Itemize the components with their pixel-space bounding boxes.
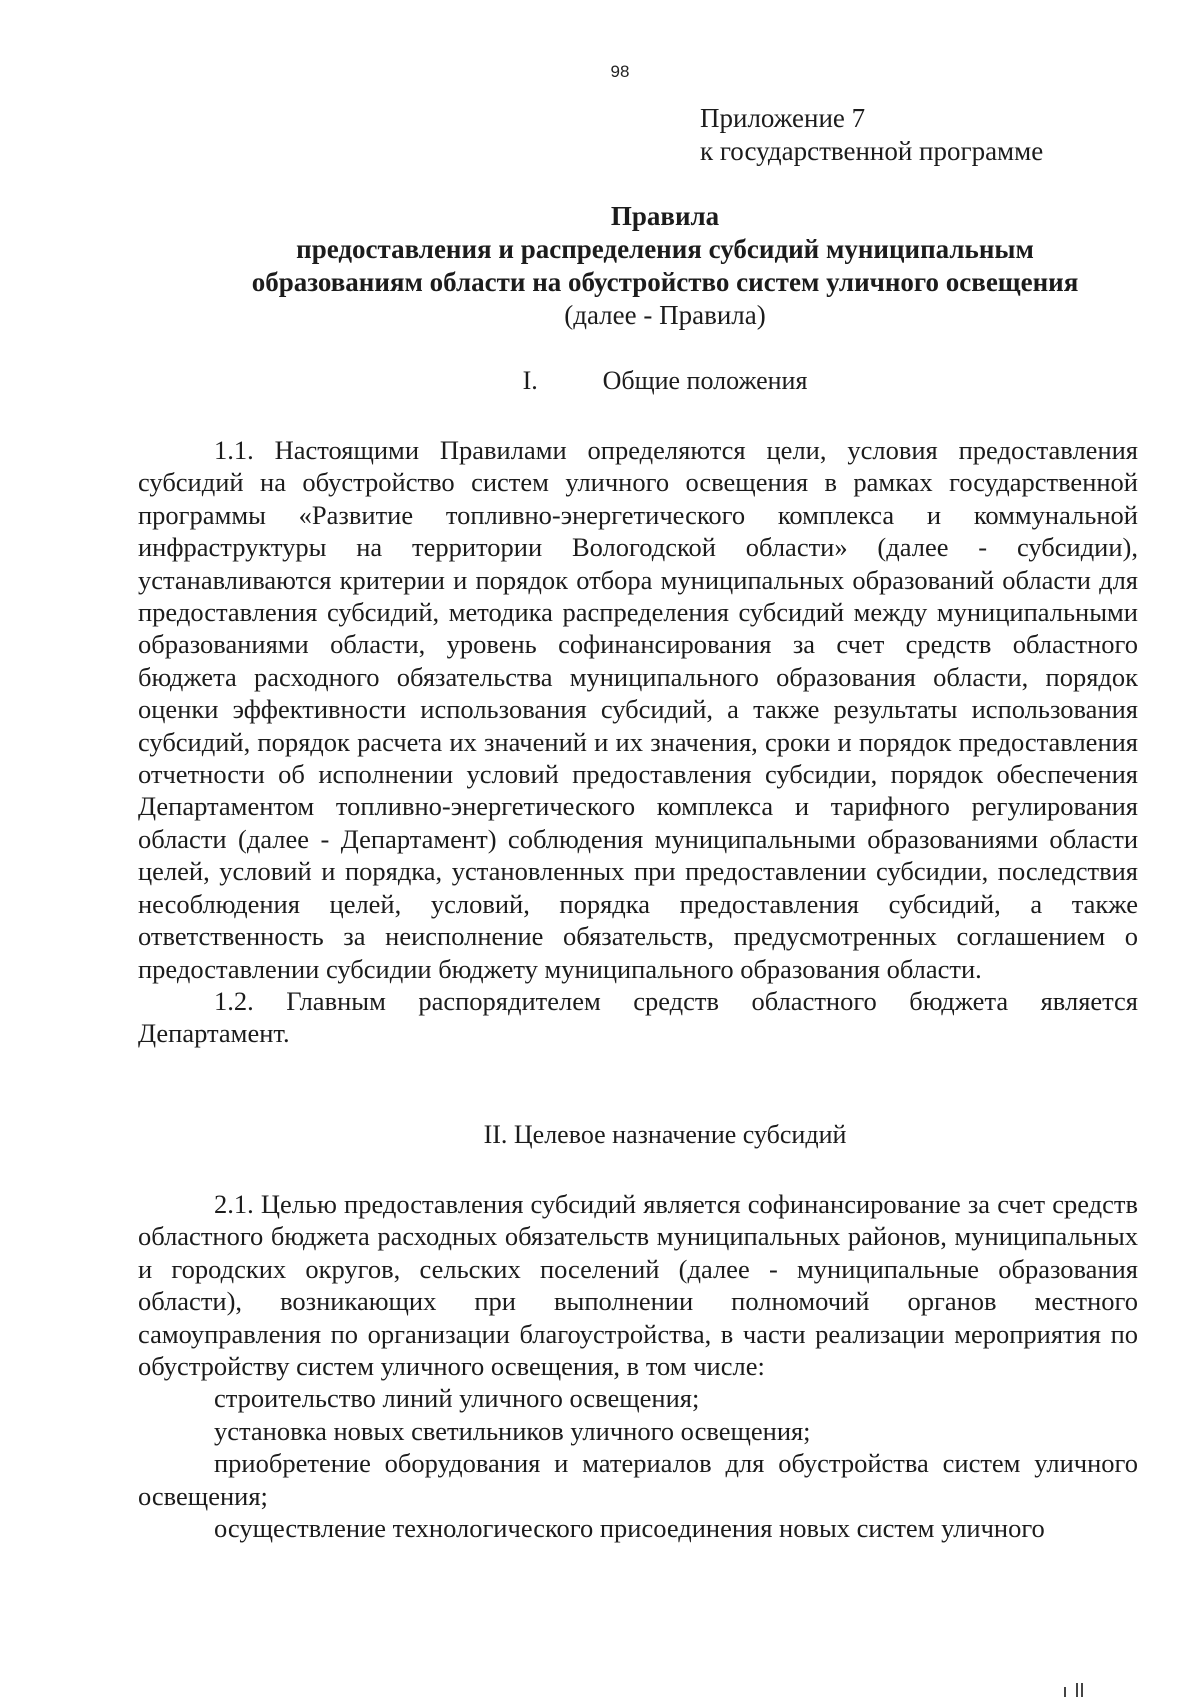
section-1-number: I. xyxy=(522,366,538,395)
section-1-body xyxy=(138,434,1138,1050)
title-line-4: (далее - Правила) xyxy=(564,300,766,330)
paragraph-1-2: 1.2. Главным распорядителем средств областного бюджета является Департамент. xyxy=(138,985,1138,1049)
scan-artifact xyxy=(1062,1681,1102,1697)
section-1-heading xyxy=(140,364,1190,397)
paragraph-1-1: 1.1. Настоящими Правилами определяются цели, условия предоставления субсидий на обустройство систем уличного освещения в рамках государственной программы «Развитие топливно-энергетического комплекса и коммунальной инфраструктуры на территории Вологодской области» (далее - субсидии), устанавливаются критерии и порядок отбора муниципальных образований области для предоставления субсидий, методика распределения субсидий между муниципальными образованиями области, уровень софинансирования за счет средств областного бюджета расходного обязательства муниципального образования области, порядок оценки эффективности использования субсидий, а также результаты использования субсидий, порядок расчета их значений и их значения, сроки и порядок предоставления отчетности об исполнении условий предоставления субсидии, порядок обеспечения Департаментом топливно-энергетического комплекса и тарифного регулирования области (далее - Департамент) соблюдения муниципальными образованиями области целей, условий и порядка, установленных при предоставлении субсидии, последствия несоблюдения целей, условий, порядка предоставления субсидий, а также ответственность за неисполнение обязательств, предусмотренных соглашением о предоставлении субсидии бюджету муниципального образования области. xyxy=(138,435,1138,984)
section-1-title: Общие положения xyxy=(602,366,808,395)
title-line-1: Правила xyxy=(610,201,720,231)
paragraph-2-1: 2.1. Целью предоставления субсидий является софинансирование за счет средств областного бюджета расходных обязательств муниципальных районов, муниципальных и городских округов, сельских поселений (далее - муниципальные образования области), возникающих при выполнении полномочий органов местного самоуправления по организации благоустройства, в части реализации мероприятия по обустройству систем уличного освещения, в том числе: xyxy=(138,1189,1138,1382)
title-line-3: образованиям области на обустройство систем уличного освещения xyxy=(251,267,1079,297)
appendix-line-1: Приложение 7 xyxy=(700,103,866,133)
list-item-3: приобретение оборудования и материалов для обустройства систем уличного освещения; xyxy=(138,1448,1138,1511)
list-item-4: осуществление технологического присоединения новых систем уличного xyxy=(214,1513,1045,1544)
list-item-1: строительство линий уличного освещения; xyxy=(214,1383,700,1414)
document-title xyxy=(140,200,1190,332)
section-2-body xyxy=(138,1188,1138,1544)
page-number: 98 xyxy=(610,62,630,81)
section-2-title: II. Целевое назначение субсидий xyxy=(483,1120,847,1149)
title-line-2: предоставления и распределения субсидий муниципальным xyxy=(296,234,1034,264)
appendix-line-2: к государственной программе xyxy=(700,136,1044,166)
section-2-heading xyxy=(140,1118,1190,1151)
appendix-header xyxy=(700,102,1043,168)
list-item-2: установка новых светильников уличного освещения; xyxy=(214,1415,811,1446)
